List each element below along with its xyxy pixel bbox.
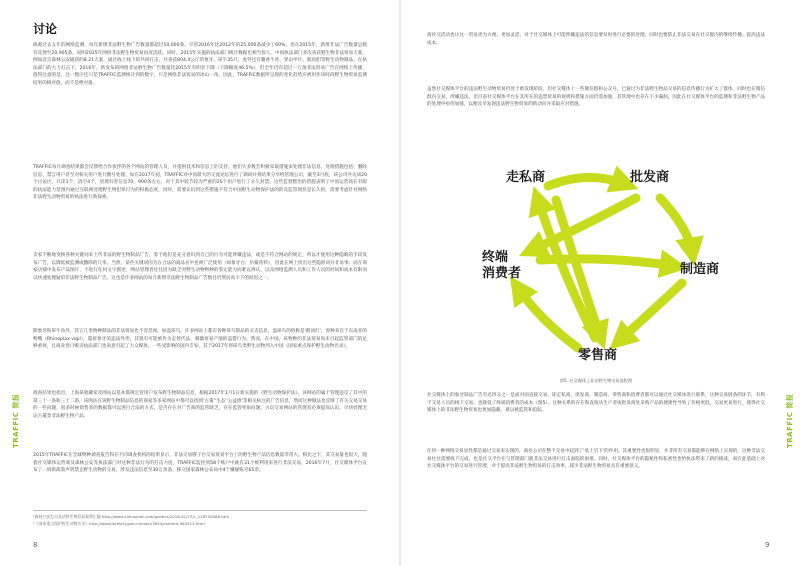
arrow-retailer-to-consumer xyxy=(518,288,578,348)
node-consumer xyxy=(482,250,521,282)
paragraph-1: 纵观过去五年的网络监测，每年新增非法野生物广告数量都超过10,000条。尽管2016年比2012年的25,000条减少了60%，但在2015年，新增非法广告数量总数有反弹至20,905条，说明2015年网络非法野生物贸易再度活跃。同时，2015年实施的执法部门统计数据也相当惊人，中国执法部门多次查获野生物非法贸易大案，例如北京森林公安破获的8.21大案，通过线上线下的共同打击，共查获804.4公斤的象牙、犀牛35只、虎外还有麝香牛骨、穿山甲片、熊鱼胆等野生动物制品。在执法部门的大力打击下，2016年，新发布的网络非法野生物广告数量比2015年有明显下降（下降幅度46.5%），但全年仍有超过一万条非法贸易广告在网络上传播，值得注意的是，这一数字还只是TRAFFIC监测统计到的数字，只是网络非法贸易的冰山一角。因此，TRAFFIC数据所呈现的变化趋势应被用作该时段野生物贸易监测结果的相对值，而不是绝对值。 xyxy=(33,43,367,86)
node-wholesaler: 批发商 xyxy=(630,170,670,185)
page-number-right: 9 xyxy=(765,541,770,549)
arrow-smuggler-to-wholesaler xyxy=(548,177,625,186)
node-smuggler: 走私商 xyxy=(506,170,546,185)
right-paragraph-2: 虽然社交媒体平台的违法野生动物贸易仍处于被发现阶段，但社交媒体上一些微信群和公众号，已通过为非法野生物品交易的信息传播行为扩大了群体，同时也在微信群内交易，涉嫌违法，但目前社交媒体平台在其所在的违禁贸易的规则和措施方面仍需加强，其管理中也存在不少漏洞。因此在社交媒体平台的监测和非法野生物产品的处理中亟待加强，以便及早发现违法野生物贸易的新动向并采取应对措施。 xyxy=(427,87,765,108)
page-number-left: 8 xyxy=(33,541,38,549)
paragraph-5: 调查结果也指出，上海某收藏家及网站以基本都规定管用户发布野生物制品信息，根据2017年1月1日新实施的《野生动物保护法》，该网站的属于管理违反了其中的第三十一条和三十二条，该网站在该野生物制品信息的商家等多家网站中都可以找到'古董''生态''公益组'等相关标注的广告信息，然而这种做法也反映了有关交易交易的一些问题，很多时候销售者的数据都可以进行合法的方式，是否存在对广告商的监管缺乏，存在监管死角问题，古玩交易网站的管理者必须提高认识，尽快处理无证古董类非法野生物产品。 xyxy=(33,391,367,419)
paragraph-2: TRAFFIC每月调查结果都会反馈给合作伙伴的各个网站的管理人员，并提供技术和信息上的支持。他们大多数会积极采取措施来处理非法信息，处理措施包括：删除信息、禁言用户甚至对相关用户进行删号处理。如在2017年初，TRAFFIC对中国最大的交流论坛进行了调研并将结果分享给管理公司，截至3月底，该公司共关闭20个讨论区，只读1个，清空4个，清理有害信息70、900条左右，对于其中较节较为严重的20个用户进行了永久封禁。这些监督整治的措施表明了中国运营商在有限的执法能力范围内通过互联网处理野生物犯罪行为的积极态度，同时，需要认识到这些措施不符合中国野生动物保护法的的及监管现状是长久的，需要考虑针对网络非法野生动物贸易的执法进行新探索。 xyxy=(33,165,367,201)
node-retailer: 零售商 xyxy=(578,348,618,363)
node-consumer-line1: 终端 xyxy=(482,250,509,265)
footnote-1[interactable]: ¹森林公安打击非法野生物贸易案例汇编 http://www.xinhuanet.com/politics/2016-02/27/c_128750488.htm xyxy=(33,514,229,519)
footnote-2[interactable]: ²《国家重点保护野生动物名录》http://www.forestry.gov.cn/main/3954/content-963513.html xyxy=(33,521,205,526)
paragraph-6: 2015年TRAFFIC在全球物种调查报告和在不同调查机构的结果显示，非法交易牌子台交易贸易平台上的野生物产品信息数量非常大。相比之下，其交易量也很大，随着社交媒体运营商及森林公安等执法部门对这种非法行为的打击力度，TRAFFIC监控到58个账户中就有31个被利用来进行非法交易，2016年7月，社交媒体平台宣布了一项新政策声明禁止野生动物的交易，涉及违法信息至30万余条，移交国家森林公安局中4个嫌疑账号65余。 xyxy=(33,453,367,474)
node-manufacturer: 制造商 xyxy=(680,262,720,277)
trade-flow-diagram xyxy=(460,148,750,368)
paragraph-3: 卖家不断地变换各种关键词来上传非法的野生物制品广告，鉴于他们是充分意识到自己的行为可能涉嫌违法，或是不符合网站的规定，所以才使用这种隐晦的手段发布广告，以降低被监测或删除的几率。当然，某些关键词因为在合法的商品名中也被广泛使用（如象牙白、仿鲨鱼料），因此在网上找出这些隐匿词并非易事；而在商家店铺中发布产品图片，不进行任何文字描述，网站管理者往往因为缺乏对野生动物物种的鉴定能力而难以辨认，以及网络监测人员和工作人员的时间和成本有限而以快速处理疑似非法野生物制品广告。这也是许多网站的每月新增非法野生物制品广告数目仍然居高不下的原因之一。 xyxy=(33,253,367,281)
side-tag-right: TRAFFIC 简报 xyxy=(786,393,794,448)
node-consumer-line2: 消费者 xyxy=(482,266,522,281)
right-paragraph-3: 社交媒体上的象牙制品广告有近四分之一是面对面直接交易，即走私商、批发商、制造商、零售商和消费者都可以通过社交媒体进行联系，这种交易链条的环节，有利于交易人员的线下交易，也降低了终端消费者的成本（图5）。这种关系的存在和直接从生产者或批发商处采购产品的便捷性导致了价格更低，交易更易进行，使得社交媒体上的非法野生物贸易也更加隐蔽，难以被监管和追踪。 xyxy=(427,393,765,414)
right-paragraph-1: 商社交活动也让这一贸易更为方便、更加灵活，对于社交媒体上可能涉嫌违法的信息要及时进行必要的处理。同时也要防止非法交易在社交群内的继续传播，提高违法成本。 xyxy=(427,33,765,46)
arrow-manufacturer-to-retailer xyxy=(620,283,682,340)
section-heading: 讨论 xyxy=(33,22,58,36)
footnotes xyxy=(33,510,367,527)
right-paragraph-4: 任何一种网络交易显性都是通过交易来实现的，商业公司在整个交易中起到了'承上启下'的作用。其重要性也很明显，并非所有交易都能够在网络上实现的，这种非法交易往往需要线下完成，也是社交平台在与管理部门就非法交易进行打击面临的困难。同时，社交媒体平台的隐秘性和私密性也给执法带来了新的挑战，而在此基础上对社交媒体平台的交易进行管理，对于提高非法野生物贸易的打击效率，减少非法野生物贸易具有重要意义。 xyxy=(427,449,765,470)
arrow-wholesaler-to-manufacturer xyxy=(660,198,692,252)
left-page xyxy=(0,0,399,566)
figure-caption: 图5. 社交媒体上非法野生物交易流程图 xyxy=(559,378,633,383)
paragraph-4: 除象牙和犀牛角外，其它几类物种制品的非法贸易也不容忽视。如盔犀鸟，许多网站上都有各种犀鸟制品的买卖信息，盔犀鸟的俗称是'鹤顶红'，原种来自于东南亚的鸭嘴（Rhinoplax vigil），隐匿象牙的违法外形，其很有可能被作为走替代品，刺激贸易产地的盗猎行为。然而，在中国，该物种的非法贸易尚未引起监管部门的足够重视，且商业进口贩卖执法部门也尚意引起了大众媒体，一些受影响的国内专家，其于2017年将犀鸟类野生动物列入中国《国家重点保护野生动物名录》。 xyxy=(33,329,367,350)
side-tag-left: TRAFFIC 简报 xyxy=(12,393,20,448)
